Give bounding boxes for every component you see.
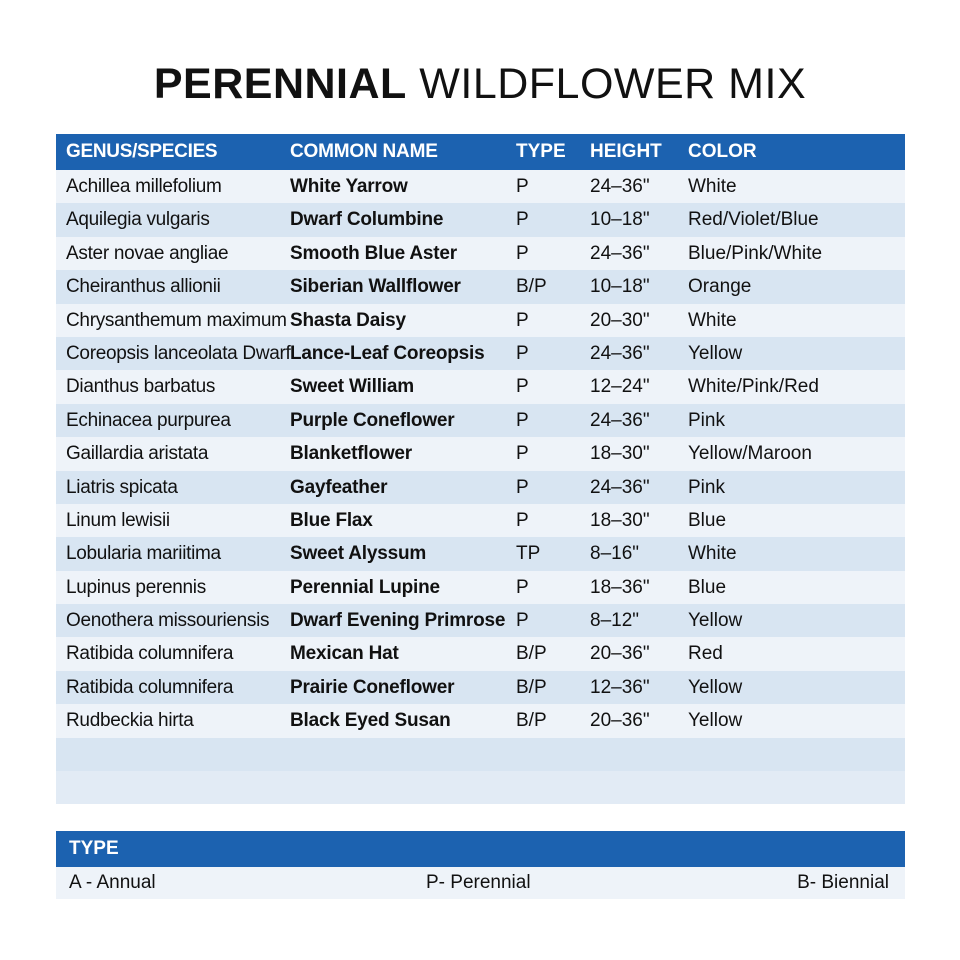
cell-color: Red/Violet/Blue [688,209,819,231]
cell-genus-species: Coreopsis lanceolata Dwarf [66,342,291,364]
cell-color: Yellow [688,710,743,732]
cell-common-name: Gayfeather [290,476,388,498]
table-row [56,504,905,537]
cell-genus-species: Rudbeckia hirta [66,710,194,732]
empty-table-row [56,738,905,771]
cell-color: Yellow [688,610,743,632]
cell-genus-species: Dianthus barbatus [66,376,216,398]
cell-common-name: White Yarrow [290,176,408,197]
cell-height: 20–36" [590,710,650,732]
table-row [56,370,905,403]
cell-genus-species: Liatris spicata [66,476,178,498]
cell-common-name: Blue Flax [290,509,373,531]
cell-type: P [516,309,529,331]
cell-height: 12–24" [590,376,650,398]
cell-height: 24–36" [590,176,650,197]
cell-height: 10–18" [590,276,650,298]
cell-type: P [516,209,529,231]
cell-color: Pink [688,409,725,431]
cell-color: White [688,176,737,197]
cell-common-name: Prairie Coneflower [290,676,455,698]
cell-color: White [688,543,737,565]
cell-genus-species: Aster novae angliae [66,242,229,264]
cell-common-name: Smooth Blue Aster [290,242,457,264]
header-genus-species: GENUS/SPECIES [66,141,218,162]
cell-color: Yellow/Maroon [688,443,812,465]
wildflower-table [56,134,905,804]
cell-genus-species: Ratibida columnifera [66,643,234,665]
cell-type: P [516,610,529,632]
cell-common-name: Purple Coneflower [290,409,455,431]
cell-height: 8–12" [590,610,640,632]
cell-color: Blue [688,576,727,598]
header-color: COLOR [688,141,757,162]
cell-type: P [516,476,529,498]
cell-genus-species: Gaillardia aristata [66,443,209,465]
cell-color: Pink [688,476,725,498]
header-height: HEIGHT [590,141,662,162]
cell-type: P [516,242,529,264]
cell-type: B/P [516,710,547,732]
cell-genus-species: Achillea millefolium [66,176,222,197]
cell-color: Red [688,643,723,665]
cell-color: Blue/Pink/White [688,242,823,264]
cell-height: 24–36" [590,476,650,498]
cell-type: P [516,409,529,431]
empty-table-row [56,771,905,804]
cell-type: P [516,376,529,398]
cell-type: B/P [516,276,547,298]
table-row [56,170,905,203]
table-row [56,537,905,570]
table-row [56,203,905,236]
cell-genus-species: Aquilegia vulgaris [66,209,210,231]
cell-type: TP [516,543,541,565]
cell-common-name: Sweet William [290,376,414,398]
table-row [56,270,905,303]
table-row [56,337,905,370]
cell-color: Yellow [688,342,743,364]
cell-color: Yellow [688,676,743,698]
legend-biennial: B- Biennial [797,872,889,893]
cell-type: P [516,509,529,531]
cell-height: 24–36" [590,342,650,364]
cell-height: 24–36" [590,409,650,431]
table-row [56,604,905,637]
table-row [56,637,905,670]
cell-genus-species: Echinacea purpurea [66,409,231,431]
cell-common-name: Sweet Alyssum [290,543,427,565]
page-title [0,60,960,108]
header-type: TYPE [516,141,566,162]
header-common-name: COMMON NAME [290,141,438,162]
cell-height: 20–30" [590,309,650,331]
cell-genus-species: Linum lewisii [66,509,170,531]
table-row [56,404,905,437]
cell-genus-species: Oenothera missouriensis [66,610,270,632]
cell-common-name: Shasta Daisy [290,309,406,331]
cell-common-name: Blanketflower [290,443,412,465]
page-title-normal: WILDFLOWER MIX [419,60,807,108]
legend-annual: A - Annual [69,872,156,893]
cell-color: Orange [688,276,752,298]
cell-color: White [688,309,737,331]
type-legend [56,831,905,899]
cell-type: B/P [516,676,547,698]
cell-common-name: Perennial Lupine [290,576,440,598]
cell-height: 18–36" [590,576,650,598]
table-row [56,571,905,604]
table-row [56,437,905,470]
cell-genus-species: Ratibida columnifera [66,676,234,698]
cell-type: B/P [516,643,547,665]
cell-common-name: Mexican Hat [290,643,399,665]
cell-common-name: Siberian Wallflower [290,276,461,298]
legend-body [56,867,905,899]
table-body [56,170,905,738]
table-row [56,237,905,270]
cell-genus-species: Cheiranthus allionii [66,276,221,298]
cell-height: 10–18" [590,209,650,231]
legend-heading: TYPE [56,831,905,867]
cell-type: P [516,576,529,598]
cell-genus-species: Lupinus perennis [66,576,206,598]
table-row [56,704,905,737]
cell-color: White/Pink/Red [688,376,819,398]
cell-common-name: Black Eyed Susan [290,710,451,732]
cell-type: P [516,443,529,465]
cell-common-name: Lance-Leaf Coreopsis [290,342,485,364]
page-title-bold: PERENNIAL [153,60,407,108]
cell-type: P [516,342,529,364]
table-row [56,304,905,337]
cell-height: 24–36" [590,242,650,264]
cell-genus-species: Chrysanthemum maximum [66,309,287,331]
legend-perennial: P- Perennial [426,872,531,893]
cell-height: 8–16" [590,543,640,565]
table-header-row [56,134,905,170]
table-row [56,471,905,504]
cell-height: 20–36" [590,643,650,665]
cell-common-name: Dwarf Evening Primrose [290,610,506,632]
cell-height: 12–36" [590,676,650,698]
cell-height: 18–30" [590,509,650,531]
cell-color: Blue [688,509,727,531]
cell-genus-species: Lobularia mariitima [66,543,221,565]
table-row [56,671,905,704]
cell-common-name: Dwarf Columbine [290,209,444,231]
cell-type: P [516,176,529,197]
cell-height: 18–30" [590,443,650,465]
